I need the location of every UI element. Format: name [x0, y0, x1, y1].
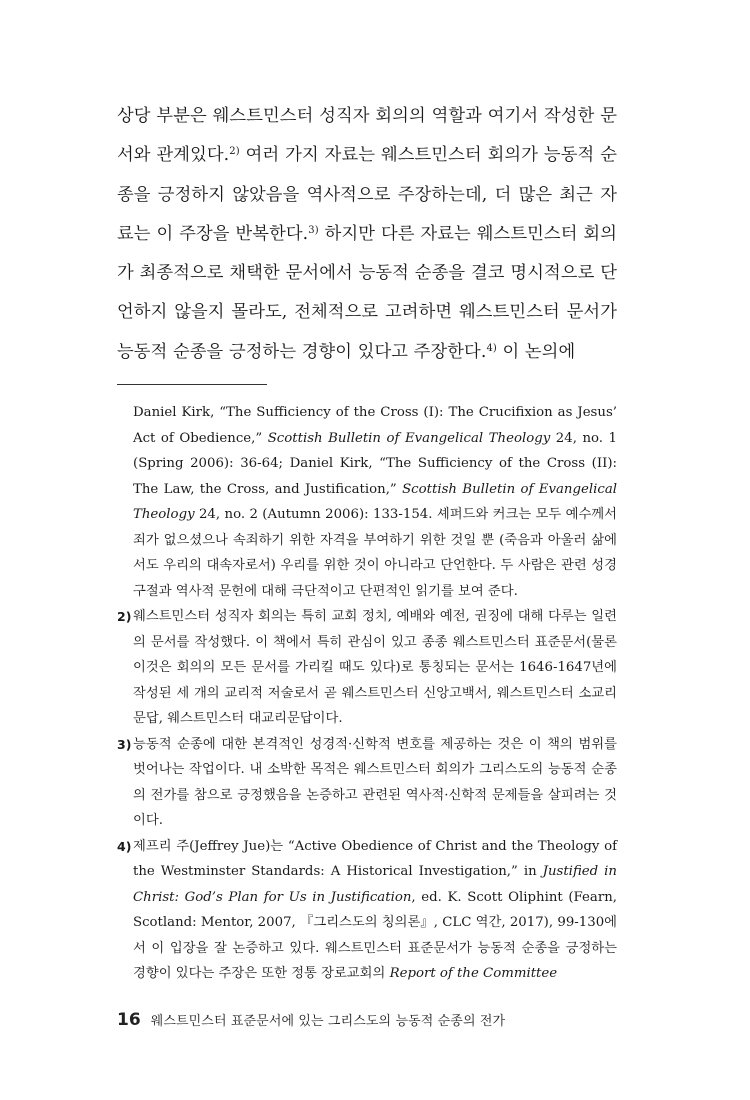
- footnote-3: [117, 732, 617, 834]
- footnote-text: Daniel Kirk, “The Sufficiency of the Cross (I): The Crucifixion as Jesus’ Act of Obedience,”: [133, 405, 617, 446]
- footnote-text: 제프리 주(Jeffrey Jue)는 “Active Obedience of Christ and the Theology of the Westminster Standards: A Historical Investigation,” in: [133, 838, 617, 879]
- footnote-text: 24, no. 1 (Spring 2006): 36-64; Daniel Kirk, “The Sufficiency of the Cross (II): The Law, the Cross, and Justification,”: [133, 430, 618, 497]
- footnote-4: [117, 834, 617, 987]
- footnote-continued: [117, 400, 617, 604]
- body-text-segment: 상당 부분은 웨스트민스터 성직자 회의의 역할과 여기서 작성한 문서와 관계있다.: [117, 106, 617, 166]
- body-paragraph: [117, 97, 617, 372]
- page-number: 16: [117, 1010, 141, 1030]
- footnote-ref-3[interactable]: 3): [308, 224, 319, 236]
- book-title: Justified in Christ: God’s Plan for Us in Justification: [133, 864, 617, 905]
- journal-title: Scottish Bulletin of Evangelical Theology: [267, 430, 551, 446]
- report-title: Report of the Committee: [389, 966, 558, 981]
- journal-title: Scottish Bulletin of Evangelical Theology: [133, 481, 618, 522]
- footnote-divider: [117, 384, 267, 385]
- body-text-segment: 여러 가지 자료는 웨스트민스터 회의가 능동적 순종을 긍정하지 않았음을 역사적으로 주장하는데, 더 많은 최근 자료는 이 주장을 반복한다.: [117, 145, 618, 244]
- footnote-text: 웨스트민스터 성직자 회의는 특히 교회 정치, 예배와 예전, 권징에 대해 다루는 일련의 문서를 작성했다. 이 책에서 특히 관심이 있고 종종 웨스트민스터 표준문서(물론 이것은 회의의 모든 문서를 가리킬 때도 있다)로 통칭되는 문서는 1646-1647년에 작성된 세 개의 교리적 저술로서 곧 웨스트민스터 신앙고백서, 웨스트민스터 소교리문답, 웨스트민스터 대교리문답이다.: [133, 609, 617, 726]
- footnote-ref-4[interactable]: 4): [486, 342, 497, 354]
- footnote-number: 3): [117, 736, 132, 752]
- footnotes: [117, 400, 617, 987]
- footnote-text: 24, no. 2 (Autumn 2006): 133-154. 셰퍼드와 커크는 모두 예수께서 죄가 없으셨으나 속죄하기 위한 자격을 부여하기 위한 것일 뿐 (죽음과 아울러 삶에서도 우리의 대속자로서) 우리를 위한 것이 아니라고 단언한다. 두 사람은 관련 성경 구절과 역사적 문헌에 대해 극단적이고 단편적인 읽기를 보여 준다.: [133, 507, 617, 599]
- footnote-text: , ed. K. Scott Oliphint (Fearn, Scotland: Mentor, 2007, 『그리스도의 칭의론』, CLC 역간, 2017), 99-130에서 이 입장을 잘 논증하고 있다. 웨스트민스터 표준문서가 능동적 순종을 긍정하는 경향이 있다는 주장은 또한 정통 장로교회의: [133, 889, 617, 981]
- footnote-number: 4): [117, 838, 132, 854]
- page-footer: [117, 1010, 637, 1030]
- body-text-segment: 하지만 다른 자료는 웨스트민스터 회의가 최종적으로 채택한 문서에서 능동적 순종을 결코 명시적으로 단언하지 않을지 몰라도, 전체적으로 고려하면 웨스트민스터 문서가 능동적 순종을 긍정하는 경향이 있다고 주장한다.: [117, 223, 617, 362]
- footnote-ref-2[interactable]: 2): [229, 146, 240, 158]
- body-text-segment: 이 논의에: [496, 341, 576, 362]
- footnote-number: 2): [117, 609, 132, 624]
- running-title: 웨스트민스터 표준문서에 있는 그리스도의 능동적 순종의 전가: [150, 1014, 506, 1029]
- footnote-text: 능동적 순종에 대한 본격적인 성경적·신학적 변호를 제공하는 것은 이 책의 범위를 벗어나는 작업이다. 내 소박한 목적은 웨스트민스터 회의가 그리스도의 능동적 순종의 전가를 참으로 긍정했음을 논증하고 관련된 역사적·신학적 문제들을 살피려는 것이다.: [133, 736, 617, 828]
- footnote-2: [117, 604, 617, 732]
- main-text: [117, 97, 617, 372]
